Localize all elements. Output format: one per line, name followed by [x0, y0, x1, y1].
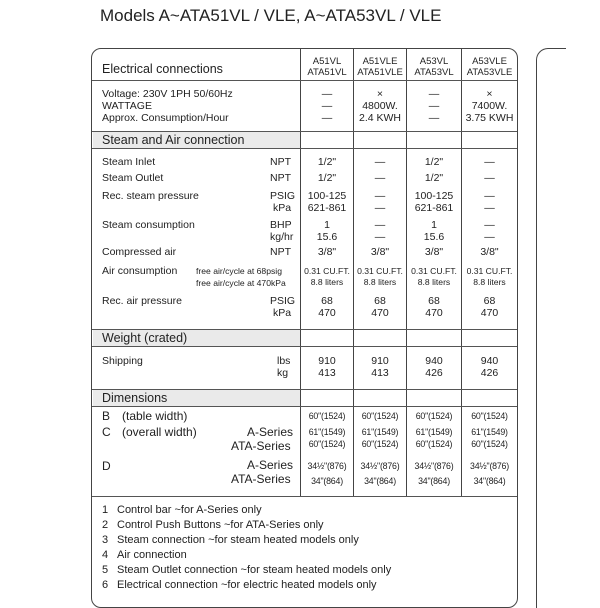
dimension-letter: D: [102, 459, 111, 473]
cell: 34½"(876) 34"(864): [414, 461, 454, 486]
cell: 61"(1549) 60"(1524): [415, 427, 453, 449]
row-label: Air consumption: [102, 265, 178, 277]
dimension-label: (overall width): [122, 425, 197, 439]
note-item: 2 Control Push Buttons ~for ATA-Series only: [102, 519, 324, 531]
cell: 0.31 CU.FT. 8.8 liters: [357, 266, 403, 287]
air-sub-label: free air/cycle at 470kPa: [196, 278, 286, 288]
wattage-label: WATTAGE: [102, 100, 152, 112]
cell: 34½"(876) 34"(864): [360, 461, 400, 486]
cell: — —: [374, 190, 386, 214]
row-label: Rec. air pressure: [102, 295, 182, 307]
note-item: 1 Control bar ~for A-Series only: [102, 504, 262, 516]
electrical-heading: Electrical connections: [102, 62, 223, 76]
cell: 100-125 621-861: [414, 190, 454, 214]
divider: [92, 329, 517, 330]
dimension-letter: C: [102, 425, 111, 439]
series-label: ATA-Series: [231, 472, 291, 486]
cell: 60"(1524): [361, 411, 399, 421]
note-item: 5 Steam Outlet connection ~for steam heated models only: [102, 564, 392, 576]
row-unit: PSIG kPa: [270, 190, 296, 214]
page-title: Models A~ATA51VL / VLE, A~ATA53VL / VLE: [100, 6, 442, 25]
divider: [92, 406, 517, 407]
electrical-values: — — —: [428, 88, 440, 124]
column-header: A53VLE ATA53VLE: [466, 56, 513, 78]
cell: 68 470: [318, 295, 336, 319]
row-unit: NPT: [270, 172, 291, 184]
row-label: Steam Outlet: [102, 172, 164, 184]
cell: 0.31 CU.FT. 8.8 liters: [411, 266, 457, 287]
row-label: Steam consumption: [102, 219, 195, 231]
voltage-label: Voltage: 230V 1PH 50/60Hz: [102, 88, 233, 100]
cell: 1/2": [424, 172, 444, 184]
note-item: 4 Air connection: [102, 549, 187, 561]
divider: [92, 389, 517, 390]
series-label: A-Series: [247, 458, 294, 472]
cell: 61"(1549) 60"(1524): [471, 427, 508, 449]
cell: 1/2": [317, 156, 337, 168]
cell: 68 470: [480, 295, 499, 319]
cell: 1/2": [317, 172, 337, 184]
cell: —: [484, 156, 495, 168]
row-label: Steam Inlet: [102, 156, 156, 168]
divider: [92, 80, 517, 81]
cell: —: [484, 172, 495, 184]
consumption-label: Approx. Consumption/Hour: [102, 112, 229, 124]
column-header: A51VLE ATA51VLE: [357, 56, 403, 78]
series-label: ATA-Series: [231, 439, 291, 453]
cell: 1 15.6: [316, 219, 338, 243]
adjacent-panel-edge: [536, 48, 566, 608]
cell: 0.31 CU.FT. 8.8 liters: [304, 266, 350, 287]
steam-heading: Steam and Air connection: [102, 133, 245, 147]
row-unit: NPT: [270, 156, 291, 168]
column-header: A51VL ATA51VL: [307, 56, 347, 78]
cell: 34½"(876) 34"(864): [470, 461, 509, 486]
cell: 3/8": [317, 246, 337, 258]
air-sub-label: free air/cycle at 68psig: [196, 266, 282, 276]
electrical-values: × 4800W. 2.4 KWH: [358, 88, 401, 124]
cell: 34½"(876) 34"(864): [307, 461, 347, 486]
cell: 940 426: [480, 355, 499, 379]
dimension-label: (table width): [122, 409, 188, 423]
row-label: Rec. steam pressure: [102, 190, 199, 202]
cell: 910 413: [318, 355, 336, 379]
row-unit: BHP kg/hr: [270, 219, 294, 243]
weight-heading: Weight (crated): [102, 331, 188, 345]
notes-list: [102, 503, 391, 593]
cell: 61"(1549) 60"(1524): [308, 427, 346, 449]
electrical-values: × 7400W. 3.75 KWH: [465, 88, 514, 124]
dimensions-heading: Dimensions: [102, 391, 168, 405]
column-header: A53VL ATA53VL: [414, 56, 454, 78]
row-unit: PSIG kPa: [270, 295, 296, 319]
divider: [92, 148, 517, 149]
divider: [92, 346, 517, 347]
divider: [92, 131, 517, 132]
electrical-values: — — —: [321, 88, 333, 124]
series-label: A-Series: [247, 425, 294, 439]
cell: — —: [484, 219, 495, 243]
row-unit: lbs kg: [277, 355, 291, 379]
cell: —: [374, 156, 386, 168]
cell: 0.31 CU.FT. 8.8 liters: [466, 266, 513, 287]
dimension-letter: B: [102, 409, 111, 423]
row-label: Shipping: [102, 355, 143, 367]
cell: — —: [484, 190, 495, 214]
cell: 60"(1524): [471, 411, 508, 421]
cell: 3/8": [424, 246, 444, 258]
cell: 60"(1524): [415, 411, 453, 421]
cell: 940 426: [425, 355, 443, 379]
cell: 1/2": [424, 156, 444, 168]
note-item: 6 Electrical connection ~for electric heated models only: [102, 579, 377, 591]
cell: 100-125 621-861: [307, 190, 347, 214]
cell: 3/8": [480, 246, 499, 258]
cell: 910 413: [371, 355, 389, 379]
cell: 68 470: [371, 295, 389, 319]
note-item: 3 Steam connection ~for steam heated models only: [102, 534, 359, 546]
cell: 68 470: [425, 295, 443, 319]
divider: [92, 496, 517, 497]
cell: —: [374, 172, 386, 184]
cell: 60"(1524): [308, 411, 346, 421]
cell: 61"(1549) 60"(1524): [361, 427, 399, 449]
cell: 3/8": [370, 246, 390, 258]
row-label: Compressed air: [102, 246, 177, 258]
cell: — —: [374, 219, 386, 243]
cell: 1 15.6: [423, 219, 445, 243]
row-unit: NPT: [270, 246, 291, 258]
